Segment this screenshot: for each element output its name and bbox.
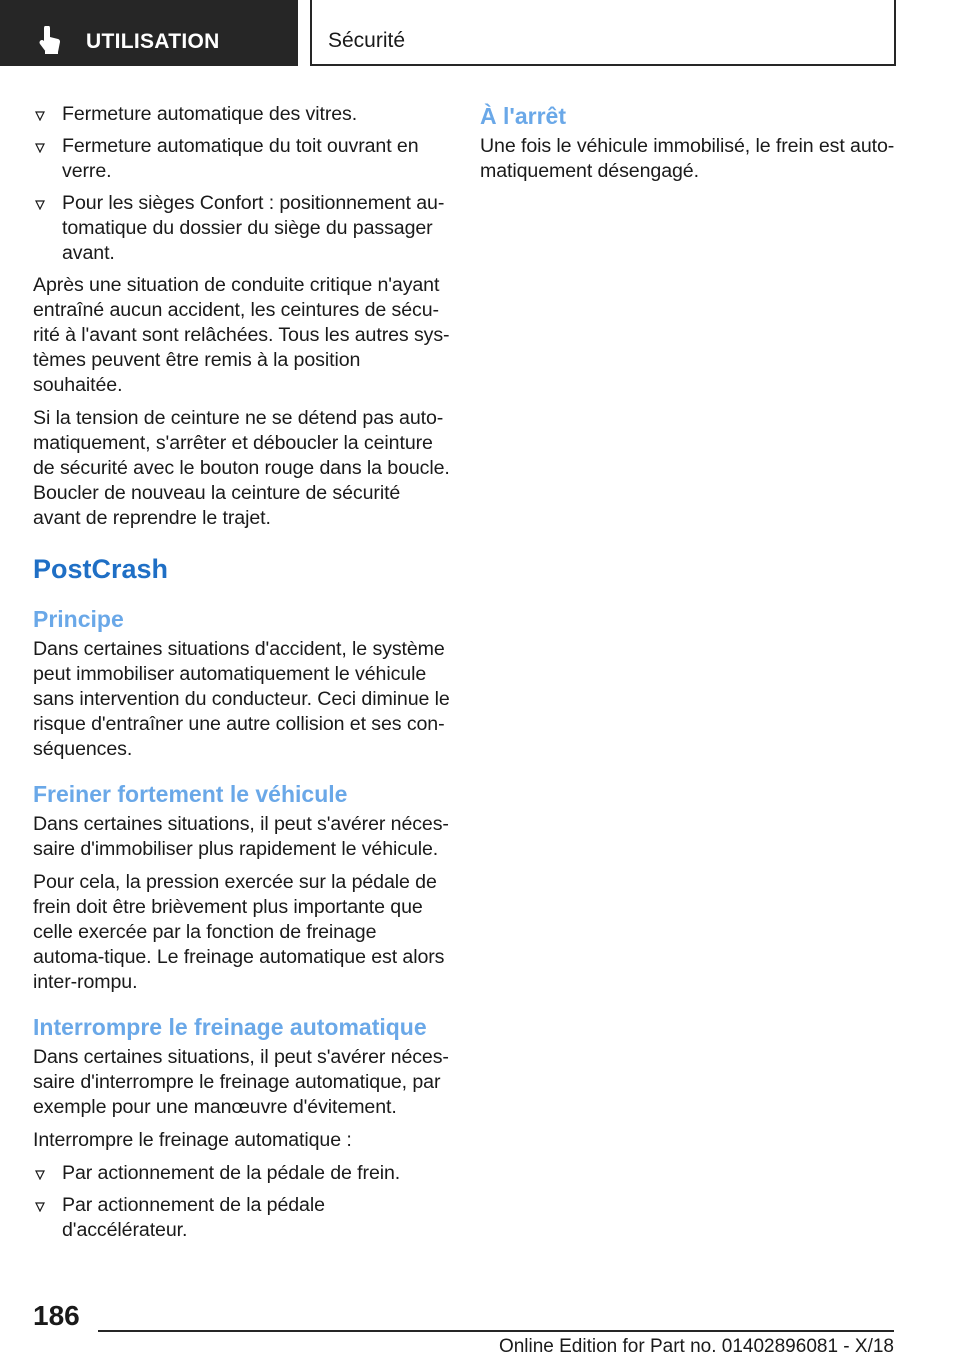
footer-divider bbox=[98, 1330, 894, 1332]
right-column bbox=[480, 102, 898, 192]
freiner-heading: Freiner fortement le véhicule bbox=[33, 781, 348, 807]
principe-heading: Principe bbox=[33, 606, 124, 632]
body-paragraph: Après une situation de conduite critique n'ayant entraîné aucun accident, les ceintures de sécu-rité à l'avant sont relâchées. Tous les autres sys-tèmes peuvent être remis à la position souhaitée. bbox=[33, 274, 450, 396]
body-paragraph: Pour cela, la pression exercée sur la pédale de frein doit être brièvement plus importante que celle exercée par la fonction de freinage automa-tique. Le freinage automatique est alors inter-rompu. bbox=[33, 871, 445, 993]
triangle-bullet-icon bbox=[35, 200, 45, 210]
body-paragraph: Dans certaines situations d'accident, le système peut immobiliser automatiquement le véhicule sans intervention du conducteur. Ceci diminue le risque d'entraîner une autre collision et ses con-séquences. bbox=[33, 638, 450, 760]
list-item: Par actionnement de la pédale d'accélérateur. bbox=[33, 1193, 451, 1243]
body-paragraph: Dans certaines situations, il peut s'avérer néces-saire d'immobiliser plus rapidement le véhicule. bbox=[33, 813, 449, 860]
touch-hand-icon bbox=[38, 26, 64, 54]
section-box bbox=[310, 0, 896, 66]
body-paragraph: Dans certaines situations, il peut s'avérer néces-saire d'interrompre le freinage automatique, par exemple pour une manœuvre d'évitement. bbox=[33, 1046, 449, 1118]
interrompre-heading: Interrompre le freinage automatique bbox=[33, 1014, 427, 1040]
feature-list bbox=[33, 102, 451, 266]
postcrash-heading: PostCrash bbox=[33, 554, 169, 584]
chapter-title: UTILISATION bbox=[86, 30, 220, 53]
chapter-tab[interactable] bbox=[0, 0, 298, 66]
body-paragraph: Une fois le véhicule immobilisé, le frein est auto-matiquement désengagé. bbox=[480, 135, 895, 182]
body-paragraph: Interrompre le freinage automatique : bbox=[33, 1129, 352, 1151]
body-paragraph: Si la tension de ceinture ne se détend pas auto-matiquement, s'arrêter et déboucler la ceinture de sécurité avec le bouton rouge dans la boucle. Boucler de nouveau la ceinture de sécurité avant de reprendre le trajet. bbox=[33, 407, 450, 529]
triangle-bullet-icon bbox=[35, 1202, 45, 1212]
left-column bbox=[33, 102, 451, 1250]
triangle-bullet-icon bbox=[35, 143, 45, 153]
page-number: 186 bbox=[33, 1300, 80, 1331]
section-title: Sécurité bbox=[328, 29, 406, 52]
list-item: Fermeture automatique des vitres. bbox=[33, 102, 451, 127]
list-item: Par actionnement de la pédale de frein. bbox=[33, 1161, 451, 1186]
triangle-bullet-icon bbox=[35, 1170, 45, 1180]
interrupt-list bbox=[33, 1161, 451, 1243]
page-header bbox=[0, 0, 960, 66]
list-item: Fermeture automatique du toit ouvrant en verre. bbox=[33, 134, 451, 184]
list-item: Pour les sièges Confort : positionnement au-tomatique du dossier du siège du passager avant. bbox=[33, 191, 451, 266]
triangle-bullet-icon bbox=[35, 111, 45, 121]
arret-heading: À l'arrêt bbox=[480, 103, 567, 129]
edition-note: Online Edition for Part no. 01402896081 - X/18 bbox=[498, 1336, 894, 1357]
